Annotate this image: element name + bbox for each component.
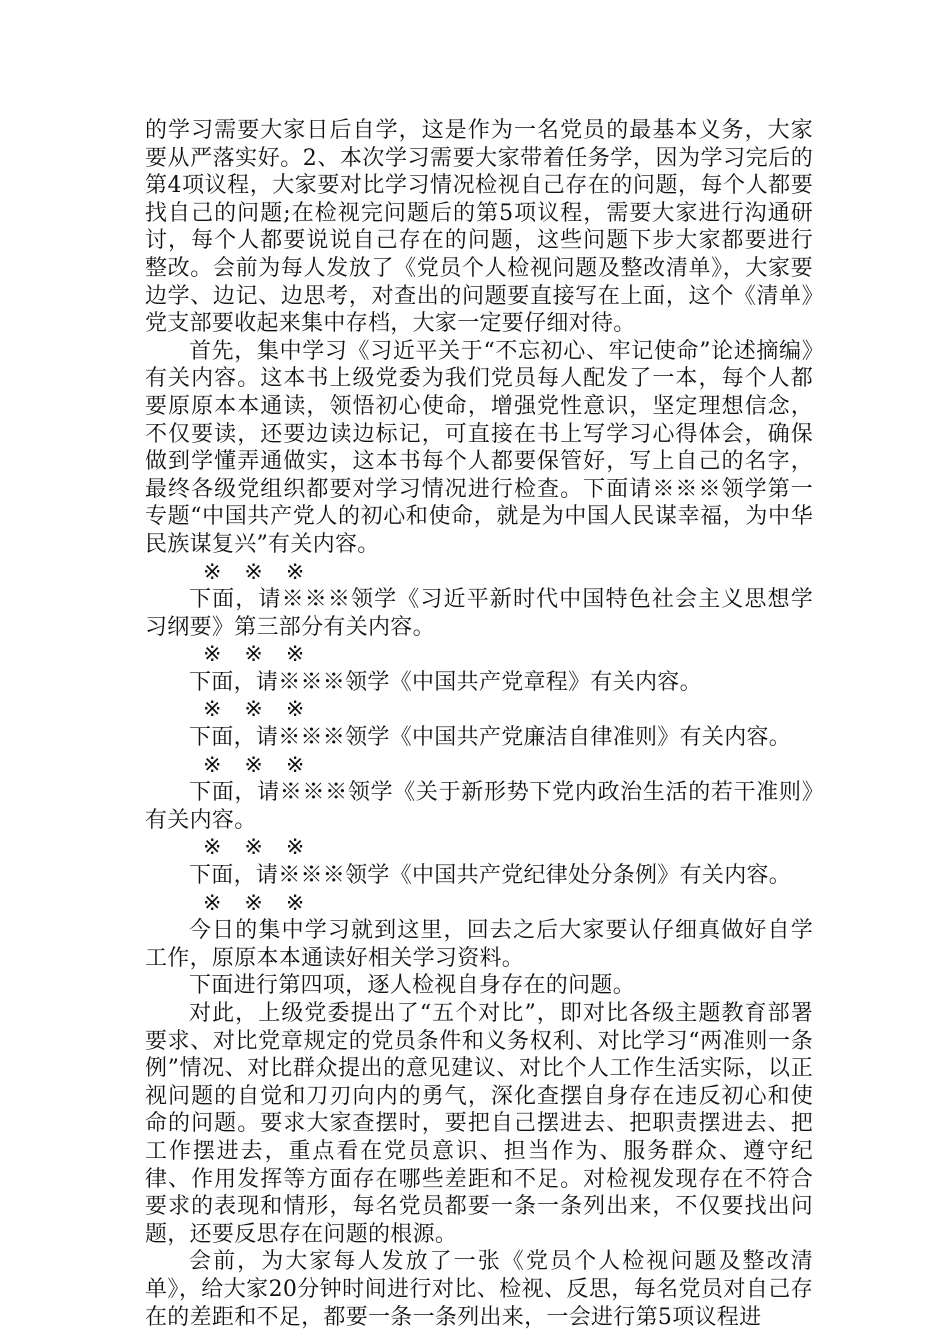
- paragraph: 会前，为大家每人发放了一张《党员个人检视问题及整改清单》，给大家20分钟时间进行对比、检视、反思，每名党员对自己存在的差距和不足，都要一条一条列出来，一会进行第5项议程进: [145, 1249, 813, 1330]
- paragraph: 下面进行第四项，逐人检视自身存在的问题。: [189, 973, 636, 999]
- document-body: [145, 117, 813, 1331]
- section-separator: ※ ※ ※: [203, 890, 313, 916]
- paragraph: 下面，请※※※领学《关于新形势下党内政治生活的若干准则》有关内容。: [145, 780, 813, 833]
- section-separator: ※ ※ ※: [203, 752, 313, 778]
- section-separator: ※ ※ ※: [203, 642, 313, 668]
- paragraph: 下面，请※※※领学《中国共产党章程》有关内容。: [189, 669, 702, 695]
- paragraph: 下面，请※※※领学《习近平新时代中国特色社会主义思想学习纲要》第三部分有关内容。: [145, 587, 813, 640]
- section-separator: ※ ※ ※: [203, 559, 313, 585]
- paragraph: 的学习需要大家日后自学，这是作为一名党员的最基本义务，大家要从严落实好。2、本次学习需要大家带着任务学，因为学习完后的第4项议程，大家要对比学习情况检视自己存在的问题，每个人都要找自己的问题;在检视完问题后的第5项议程，需要大家进行沟通研讨，每个人都要说说自己存在的问题，这些问题下步大家都要进行整改。会前为每人发放了《党员个人检视问题及整改清单》，大家要边学、边记、边思考，对查出的问题要直接写在上面，这个《清单》党支部要收起来集中存档，大家一定要仔细对待。: [145, 118, 813, 337]
- paragraph: 今日的集中学习就到这里，回去之后大家要认仔细真做好自学工作，原原本本通读好相关学习资料。: [145, 918, 813, 971]
- paragraph: 下面，请※※※领学《中国共产党廉洁自律准则》有关内容。: [189, 725, 792, 751]
- section-separator: ※ ※ ※: [203, 697, 313, 723]
- paragraph: 首先，集中学习《习近平关于“不忘初心、牢记使命”论述摘编》有关内容。这本书上级党委为我们党员每人配发了一本，每个人都要原原本本通读，领悟初心使命，增强党性意识，坚定理想信念，不仅要读，还要边读边标记，可直接在书上写学习心得体会，确保做到学懂弄通做实，这本书每个人都要保管好，写上自己的名字，最终各级党组织都要对学习情况进行检查。下面请※※※领学第一专题“中国共产党人的初心和使命，就是为中国人民谋幸福，为中华民族谋复兴”有关内容。: [145, 338, 813, 557]
- paragraph: 对此，上级党委提出了“五个对比”，即对比各级主题教育部署要求、对比党章规定的党员条件和义务权利、对比学习“两准则一条例”情况、对比群众提出的意见建议、对比个人工作生活实际，以正视问题的自觉和刀刃向内的勇气，深化查摆自身存在违反初心和使命的问题。要求大家查摆时，要把自己摆进去、把职责摆进去、把工作摆进去，重点看在党员意识、担当作为、服务群众、遵守纪律、作用发挥等方面存在哪些差距和不足。对检视发现存在不符合要求的表现和情形，每名党员都要一条一条列出来，不仅要找出问题，还要反思存在问题的根源。: [145, 1001, 813, 1247]
- section-separator: ※ ※ ※: [203, 835, 313, 861]
- paragraph: 下面，请※※※领学《中国共产党纪律处分条例》有关内容。: [189, 863, 792, 889]
